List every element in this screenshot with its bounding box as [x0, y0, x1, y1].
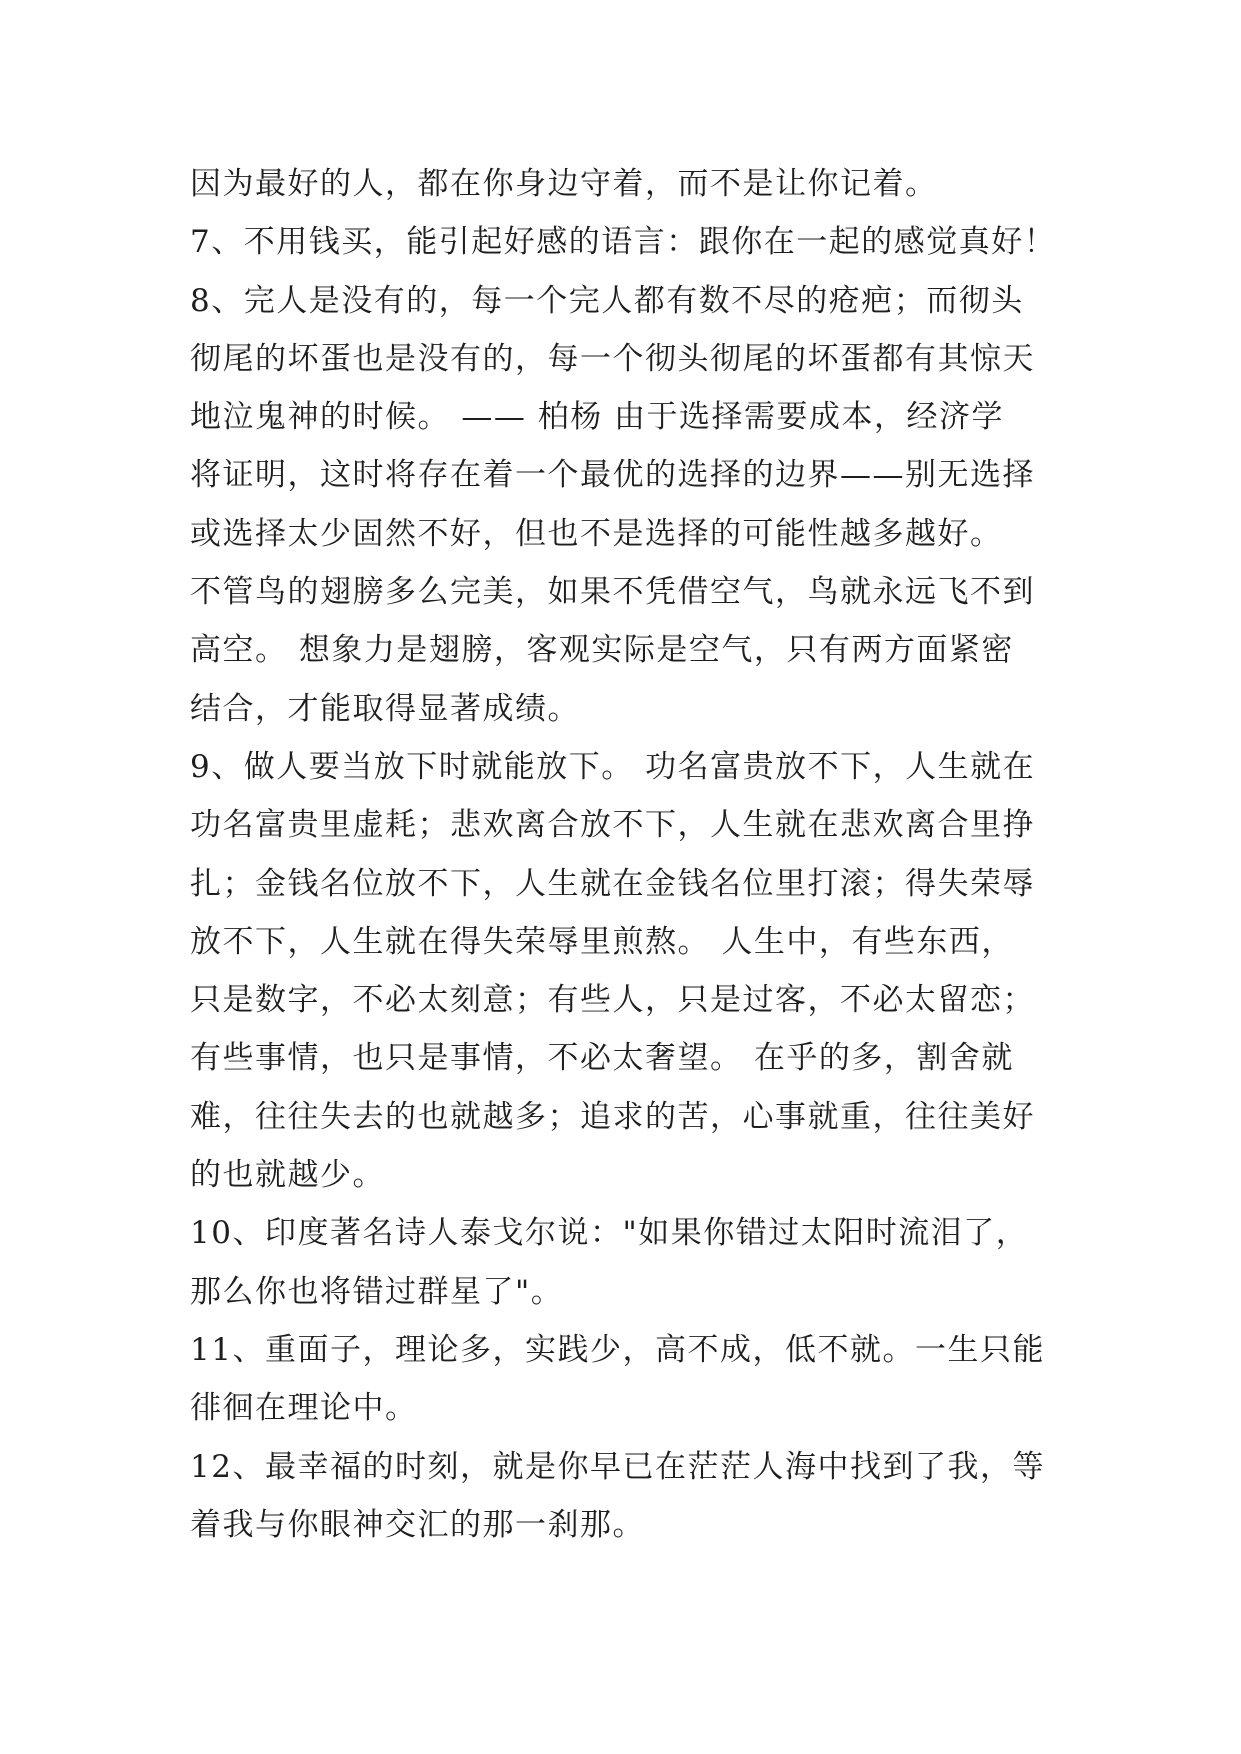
text-line: 8、完人是没有的，每一个完人都有数不尽的疮疤；而彻头: [190, 282, 1024, 319]
text-line: 11、重面子，理论多，实践少，高不成，低不就。一生只能: [190, 1331, 1045, 1368]
text-line: 9、做人要当放下时就能放下。 功名富贵放不下，人生就在: [190, 748, 1036, 785]
text-line: 将证明，这时将存在着一个最优的选择的边界——别无选择: [190, 457, 1035, 494]
text-line: 放不下，人生就在得失荣辱里煎熬。 人生中，有些东西，: [190, 923, 1014, 960]
text-line: 7、不用钱买，能引起好感的语言：跟你在一起的感觉真好！: [190, 224, 1057, 261]
text-line: 10、印度著名诗人泰戈尔说："如果你错过太阳时流泪了，: [190, 1215, 1029, 1252]
text-line: 结合，才能取得显著成绩。: [190, 690, 580, 727]
text-line: 只是数字，不必太刻意；有些人，只是过客，不必太留恋；: [190, 982, 1035, 1019]
text-line: 地泣鬼神的时候。 —— 柏杨 由于选择需要成本，经济学: [190, 399, 1005, 436]
text-line: 因为最好的人，都在你身边守着，而不是让你记着。: [190, 166, 938, 202]
text-line: 或选择太少固然不好，但也不是选择的可能性越多越好。: [190, 515, 1003, 552]
text-line: 难，往往失去的也就越多；追求的苦，心事就重，往往美好: [190, 1098, 1035, 1135]
text-line: 那么你也将错过群星了"。: [190, 1273, 564, 1310]
text-line: 徘徊在理论中。: [190, 1390, 418, 1427]
text-line: 的也就越少。: [190, 1157, 385, 1194]
text-line: 有些事情，也只是事情，不必太奢望。 在乎的多，割舍就: [190, 1040, 1014, 1077]
text-line: 高空。 想象力是翅膀，客观实际是空气，只有两方面紧密: [190, 632, 1014, 669]
text-line: 扎；金钱名位放不下，人生就在金钱名位里打滚；得失荣辱: [190, 865, 1035, 902]
text-line: 功名富贵里虚耗；悲欢离合放不下，人生就在悲欢离合里挣: [190, 807, 1035, 844]
text-line: 12、最幸福的时刻，就是你早已在茫茫人海中找到了我，等: [190, 1448, 1045, 1485]
text-line: 彻尾的坏蛋也是没有的，每一个彻头彻尾的坏蛋都有其惊天: [190, 340, 1035, 377]
document-body: [190, 155, 1070, 1554]
text-line: 不管鸟的翅膀多么完美，如果不凭借空气，鸟就永远飞不到: [190, 574, 1035, 611]
text-line: 着我与你眼神交汇的那一刹那。: [190, 1506, 645, 1543]
